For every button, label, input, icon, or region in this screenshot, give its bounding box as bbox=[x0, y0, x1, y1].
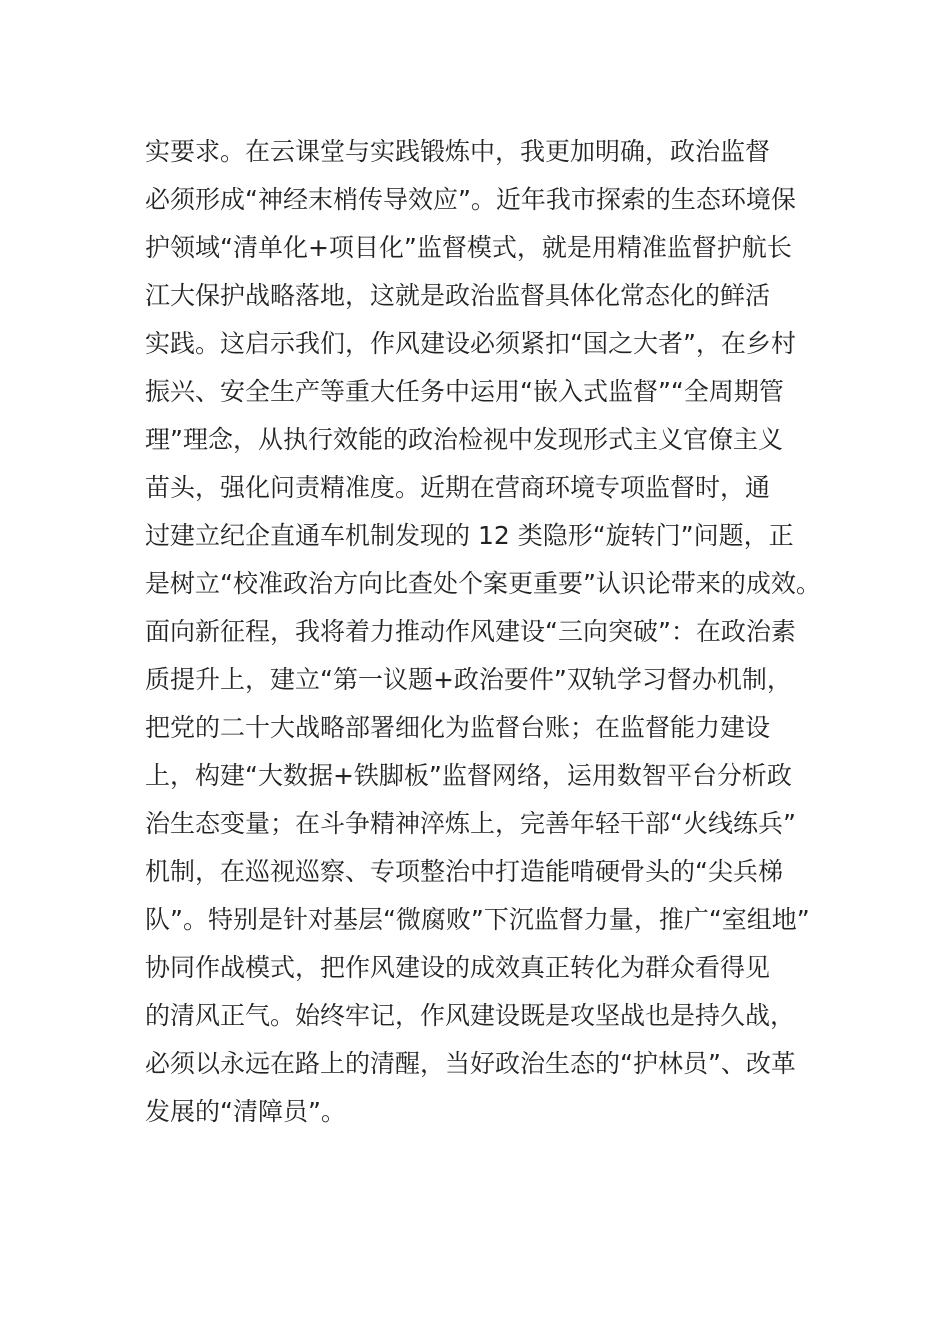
text-line: 质提升上，建立“第一议题+政治要件”双轨学习督办机制， bbox=[145, 665, 792, 694]
text-line: 治生态变量；在斗争精神淬炼上，完善年轻干部“火线练兵” bbox=[145, 809, 796, 838]
text-line: 发展的“清障员”。 bbox=[145, 1097, 346, 1126]
text-line: 江大保护战略落地，这就是政治监督具体化常态化的鲜活 bbox=[145, 281, 771, 310]
text-line: 的清风正气。始终牢记，作风建设既是攻坚战也是持久战， bbox=[145, 1001, 796, 1030]
text-line: 协同作战模式，把作风建设的成效真正转化为群众看得见 bbox=[145, 953, 771, 982]
text-line: 队”。特别是针对基层“微腐败”下沉监督力量，推广“室组地” bbox=[145, 905, 810, 934]
text-line: 实要求。在云课堂与实践锻炼中，我更加明确，政治监督 bbox=[145, 137, 771, 166]
text-line: 理”理念，从执行效能的政治检视中发现形式主义官僚主义 bbox=[145, 425, 783, 454]
text-line: 面向新征程，我将着力推动作风建设“三向突破”：在政治素 bbox=[145, 617, 796, 646]
text-line: 必须形成“神经末梢传导效应”。近年我市探索的生态环境保 bbox=[145, 185, 796, 214]
text-line: 把党的二十大战略部署细化为监督台账；在监督能力建设 bbox=[145, 713, 771, 742]
text-line: 过建立纪企直通车机制发现的 12 类隐形“旋转门”问题，正 bbox=[145, 521, 794, 550]
text-line: 苗头，强化问责精准度。近期在营商环境专项监督时，通 bbox=[145, 473, 771, 502]
text-line: 是树立“校准政治方向比查处个案更重要”认识论带来的成效。 bbox=[145, 569, 821, 598]
text-line: 必须以永远在路上的清醒，当好政治生态的“护林员”、改革 bbox=[145, 1049, 796, 1078]
text-line: 机制，在巡视巡察、专项整治中打造能啃硬骨头的“尖兵梯 bbox=[145, 857, 783, 886]
text-line: 上，构建“大数据+铁脚板”监督网络，运用数智平台分析政 bbox=[145, 761, 792, 790]
body-text bbox=[145, 128, 845, 1136]
text-line: 实践。这启示我们，作风建设必须紧扣“国之大者”，在乡村 bbox=[145, 329, 796, 358]
text-line: 护领域“清单化+项目化”监督模式，就是用精准监督护航长 bbox=[145, 233, 792, 262]
text-line: 振兴、安全生产等重大任务中运用“嵌入式监督”“全周期管 bbox=[145, 377, 784, 406]
